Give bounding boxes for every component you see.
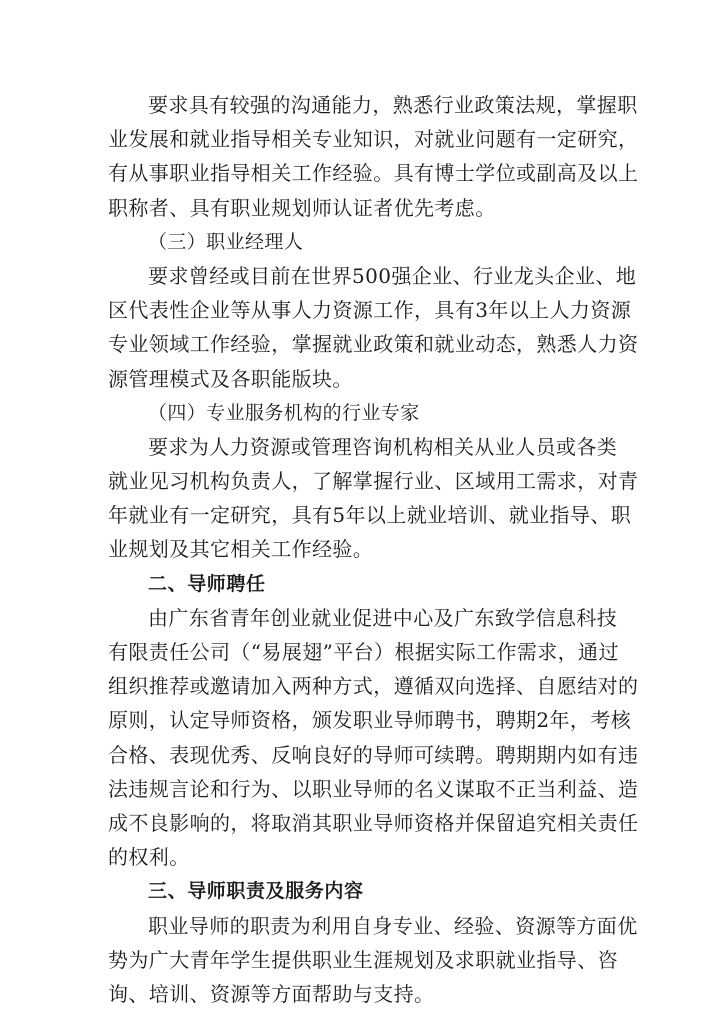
paragraph-line: 的权利。 — [108, 845, 190, 870]
paragraph-line: 有从事职业指导相关工作经验。具有博士学位或副高及以上 — [108, 161, 639, 186]
paragraph-line: 合格、表现优秀、反响良好的导师可续聘。聘期期内如有违 — [108, 742, 639, 767]
paragraph-line: 组织推荐或邀请加入两种方式，遵循双向选择、自愿结对的 — [108, 674, 639, 699]
paragraph-line: 职称者、具有职业规划师认证者优先考虑。 — [108, 195, 496, 220]
section-heading: 二、导师聘任 — [148, 572, 266, 595]
paragraph-line: 原则，认定导师资格，颁发职业导师聘书，聘期2年，考核 — [108, 708, 632, 733]
paragraph-line: 就业见习机构负责人，了解掌握行业、区域用工需求，对青 — [108, 469, 639, 494]
paragraph-line: 职业导师的职责为利用自身专业、经验、资源等方面优 — [148, 913, 638, 938]
paragraph-line: 要求具有较强的沟通能力，熟悉行业政策法规，掌握职 — [148, 93, 638, 117]
paragraph-line: 业发展和就业指导相关专业知识，对就业问题有一定研究， — [108, 127, 639, 152]
paragraph-line: 有限责任公司（“易展翅”平台）根据实际工作需求，通过 — [108, 640, 619, 664]
paragraph-line: 询、培训、资源等方面帮助与支持。 — [108, 981, 435, 1006]
paragraph-line: 源管理模式及各职能版块。 — [108, 366, 353, 391]
document-body — [108, 88, 639, 1011]
subsection-heading: （三）职业经理人 — [148, 230, 304, 253]
paragraph-line: 成不良影响的，将取消其职业导师资格并保留追究相关责任 — [108, 810, 639, 835]
section-heading: 三、导师职责及服务内容 — [148, 880, 364, 903]
paragraph-line: 业规划及其它相关工作经验。 — [108, 537, 374, 562]
paragraph-line: 势为广大青年学生提供职业生涯规划及求职就业指导、咨 — [108, 947, 618, 972]
paragraph-line: 要求为人力资源或管理咨询机构相关从业人员或各类 — [148, 434, 618, 459]
paragraph-line: 区代表性企业等从事人力资源工作，具有3年以上人力资源 — [108, 298, 632, 323]
paragraph-line: 年就业有一定研究，具有5年以上就业培训、就业指导、职 — [108, 503, 632, 528]
paragraph-line: 法违规言论和行为、以职业导师的名义谋取不正当利益、造 — [108, 776, 639, 801]
paragraph-line: 要求曾经或目前在世界500强企业、行业龙头企业、地 — [148, 263, 637, 288]
subsection-heading: （四）专业服务机构的行业专家 — [148, 401, 420, 424]
paragraph-line: 专业领域工作经验，掌握就业政策和就业动态，熟悉人力资 — [108, 332, 639, 357]
paragraph-line: 由广东省青年创业就业促进中心及广东致学信息科技 — [148, 605, 618, 630]
